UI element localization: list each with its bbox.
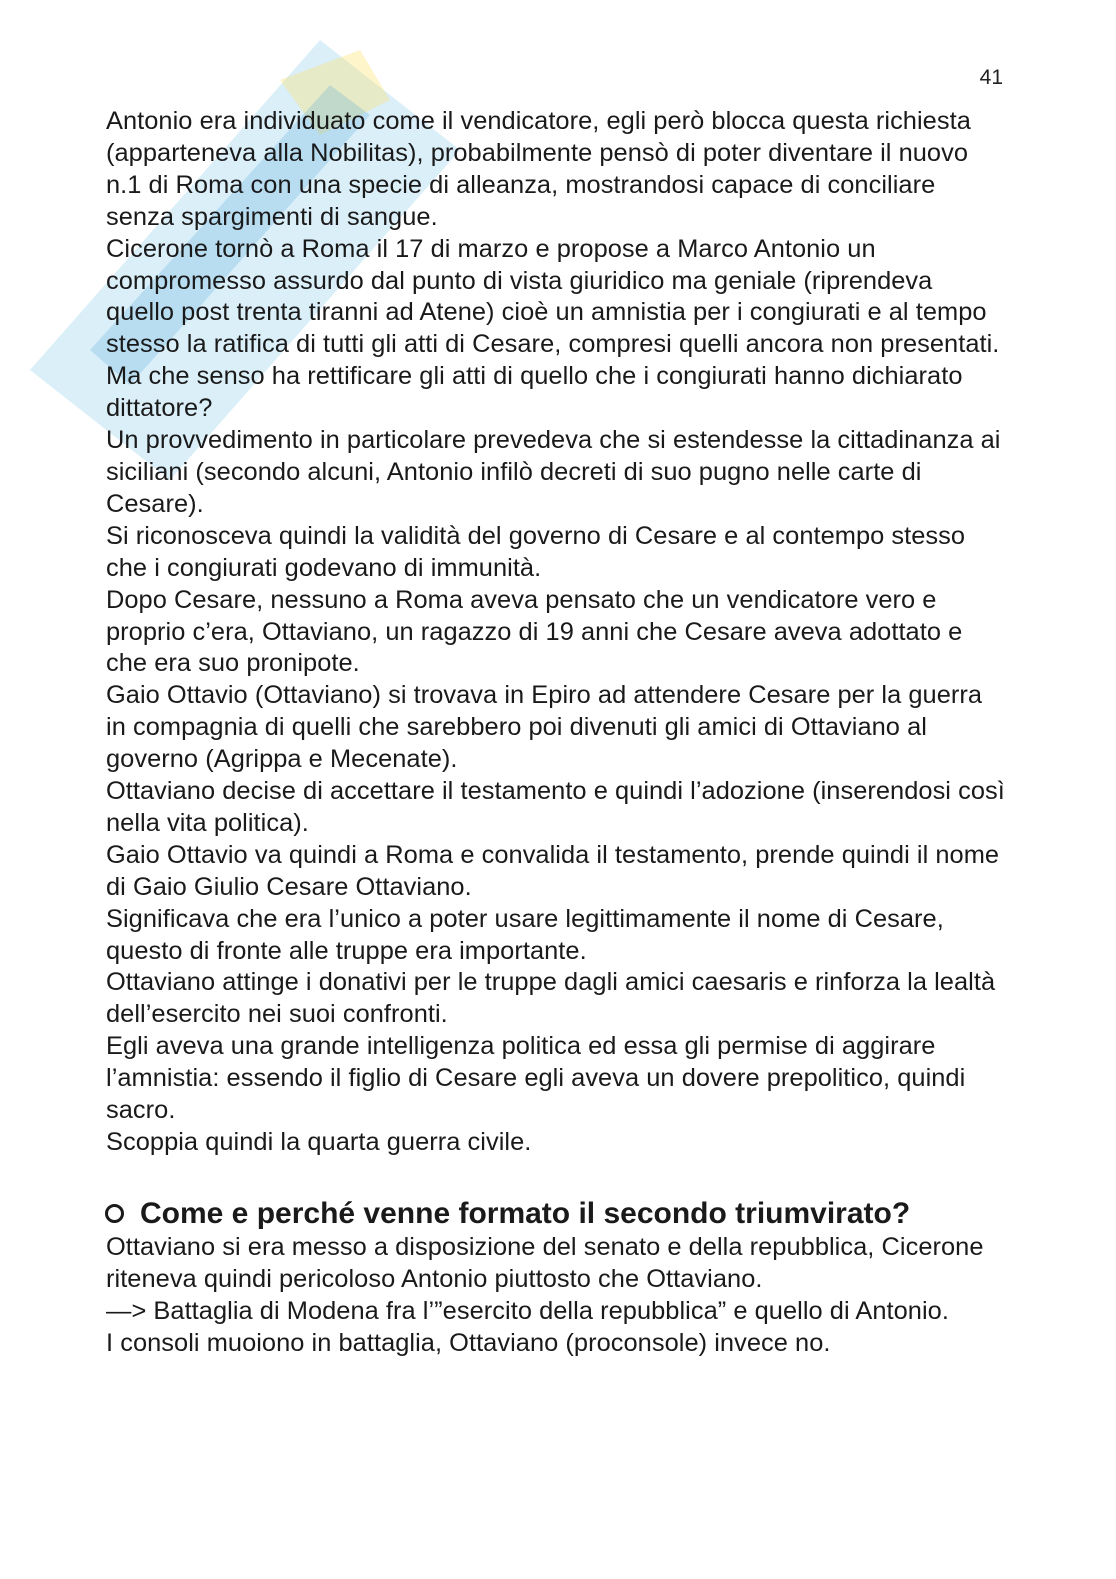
paragraph: Ottaviano decise di accettare il testamento e quindi l’adozione (inserendosi così nella vita politica). [106,777,1005,837]
section-heading-text: Come e perché venne formato il secondo triumvirato? [140,1196,911,1230]
paragraph: Antonio era individuato come il vendicatore, egli però blocca questa richiesta (apparteneva alla Nobilitas), probabilmente pensò di poter diventare il nuovo n.1 di Roma con una specie di alleanza, mostrandosi capace di conciliare senza spargimenti di sangue. [106,107,971,231]
paragraph: Dopo Cesare, nessuno a Roma aveva pensato che un vendicatore vero e proprio c’era, Ottaviano, un ragazzo di 19 anni che Cesare aveva adottato e che era suo pronipote. [106,585,963,678]
paragraph: Gaio Ottavio va quindi a Roma e convalida il testamento, prende quindi il nome di Gaio Giulio Cesare Ottaviano. [106,840,1000,901]
document-body [106,106,1006,1360]
paragraph: Gaio Ottavio (Ottaviano) si trovava in Epiro ad attendere Cesare per la guerra in compagnia di quelli che sarebbero poi divenuti gli amici di Ottaviano al governo (Agrippa e Mecenate). [106,681,983,774]
section-body [106,1232,1006,1360]
paragraph: Egli aveva una grande intelligenza politica ed essa gli permise di aggirare l’amnistia: essendo il figlio di Cesare egli aveva un dovere prepolitico, quindi sacro. [106,1032,966,1125]
paragraph: Un provvedimento in particolare prevedeva che si estendesse la cittadinanza ai siciliani (secondo alcuni, Antonio infilò decreti di suo pugno nelle carte di Cesare). [106,426,1001,518]
paragraph: Cicerone tornò a Roma il 17 di marzo e propose a Marco Antonio un compromesso assurdo dal punto di vista giuridico ma geniale (riprendeva quello post trenta tiranni ad Atene) cioè un amnistia per i congiurati e al tempo stesso la ratifica di tutti gli atti di Cesare, compresi quelli ancora non presentati. [106,234,1000,359]
paragraph: Significava che era l’unico a poter usare legittimamente il nome di Cesare, questo di fronte alle truppe era importante. [106,904,944,965]
section-heading [105,1196,1006,1232]
paragraph: —> Battaglia di Modena fra l’”esercito della repubblica” e quello di Antonio. [106,1296,949,1325]
paragraph: Scoppia quindi la quarta guerra civile. [106,1128,532,1156]
paragraph: Ma che senso ha rettificare gli atti di quello che i congiurati hanno dichiarato dittatore? [106,362,963,423]
paragraph: Ottaviano attinge i donativi per le truppe dagli amici caesaris e rinforza la lealtà dell’esercito nei suoi confronti. [106,968,996,1029]
page-number: 41 [979,66,1003,89]
circle-bullet-icon [105,1204,124,1223]
paragraph: I consoli muoiono in battaglia, Ottaviano (proconsole) invece no. [106,1328,831,1357]
paragraph: Ottaviano si era messo a disposizione del senato e della repubblica, Cicerone riteneva quindi pericoloso Antonio piuttosto che Ottaviano. [106,1232,984,1293]
paragraph: Si riconosceva quindi la validità del governo di Cesare e al contempo stesso che i congiurati godevano di immunità. [106,521,966,582]
